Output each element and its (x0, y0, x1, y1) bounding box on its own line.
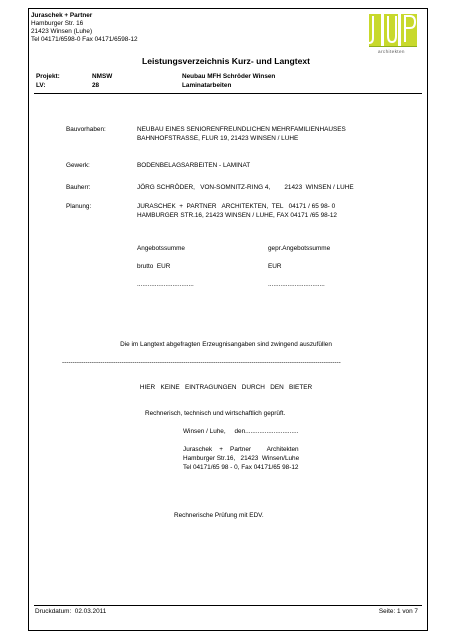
planung-line1: JURASCHEK + PARTNER ARCHITEKTEN, TEL 04171 / 65 98- 0 (137, 203, 336, 210)
notice-text: Die im Langtext abgefragten Erzeugnisangaben sind zwingend auszufüllen (120, 341, 332, 348)
footer-divider (34, 605, 422, 606)
company-name: Juraschek + Partner (31, 12, 93, 19)
bauherr-label: Bauherr: (66, 184, 91, 191)
brutto-eur-label: brutto EUR (137, 263, 171, 270)
planung-line2: HAMBURGER STR.16, 21423 WINSEN / LUHE, FAX 04171 /65 98-12 (137, 212, 337, 219)
gewerk-label: Gewerk: (66, 162, 90, 169)
stamp-line1: Juraschek + Partner Architekten (183, 446, 299, 453)
document-title: Leistungsverzeichnis Kurz- und Langtext (141, 56, 311, 66)
bauvorhaben-label: Bauvorhaben: (66, 126, 106, 133)
lv-code: 28 (92, 82, 100, 89)
company-city: 21423 Winsen (Luhe) (31, 28, 93, 35)
no-entries-heading: HIER KEINE EINTRAGUNGEN DURCH DEN BIETER (139, 384, 313, 391)
page-number: Seite: 1 von 7 (378, 608, 418, 615)
projekt-label: Projekt: (36, 73, 60, 80)
company-address (31, 12, 138, 44)
gepr-angebotssumme-dots: ................................ (268, 281, 325, 288)
logo-caption: architekten (378, 49, 405, 54)
header-divider (34, 93, 422, 94)
angebotssumme-label: Angebotssumme (137, 245, 185, 252)
projekt-code: NMSW (92, 73, 113, 80)
projekt-name: Neubau MFH Schröder Winsen (182, 73, 276, 80)
lv-name: Laminatarbeiten (182, 82, 232, 89)
stamp-line2: Hamburger Str.16, 21423 Winsen/Luhe (183, 455, 300, 462)
page-frame (28, 8, 428, 631)
gewerk-value: BODENBELAGSARBEITEN - LAMINAT (137, 162, 251, 169)
bauvorhaben-line2: BAHNHOFSTRASSE, FLUR 19, 21423 WINSEN / LUHE (137, 135, 299, 142)
lv-label: LV: (36, 82, 46, 89)
check-line: Rechnerisch, technisch und wirtschaftlich geprüft. (145, 410, 286, 417)
edv-note: Rechnerische Prüfung mit EDV. (174, 512, 264, 519)
bauvorhaben-line1: NEUBAU EINES SENIORENFREUNDLICHEN MEHRFAMILIENHAUSES (137, 126, 346, 133)
print-date: Druckdatum: 02.03.2011 (35, 608, 107, 615)
bauherr-value: JÖRG SCHRÖDER, VON-SOMNITZ-RING 4, 21423 WINSEN / LUHE (137, 184, 354, 191)
company-phone: Tel 04171/6598-0 Fax 04171/6598-12 (31, 36, 138, 43)
dashed-separator: ----------------------------------------------------------------------------------------------------------------------------------- (62, 359, 341, 366)
gepr-angebotssumme-label: gepr.Angebotssumme (268, 245, 331, 252)
planung-label: Planung: (66, 203, 92, 210)
stamp-line3: Tel 04171/65 98 - 0, Fax 04171/65 98-12 (183, 464, 299, 471)
eur-label: EUR (268, 263, 282, 270)
company-logo (366, 12, 420, 58)
angebotssumme-dots: ................................ (137, 281, 194, 288)
company-street: Hamburger Str. 16 (31, 20, 84, 27)
place-date-line: Winsen / Luhe, den.............................. (183, 428, 299, 435)
